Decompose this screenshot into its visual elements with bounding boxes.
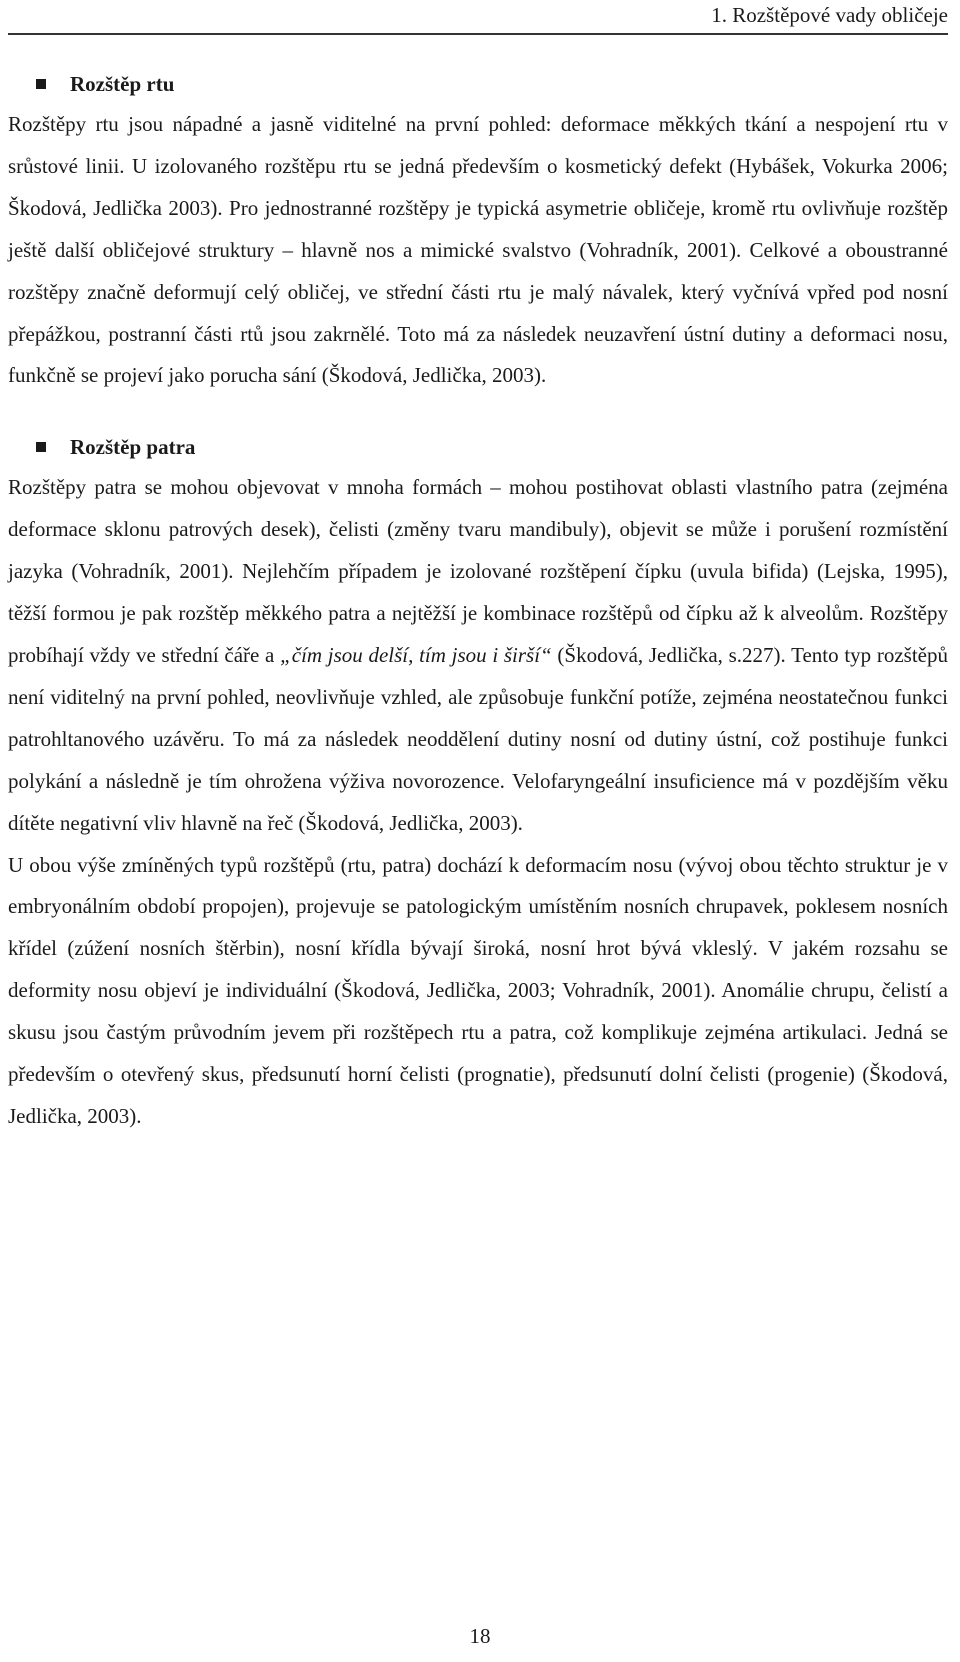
section-title-palate: Rozštěp patra [70,434,196,459]
paragraph-lip: Rozštěpy rtu jsou nápadné a jasně viditelné na první pohled: deformace měkkých tkání a nespojení rtu v srůstové linii. U izolovaného rozštěpu rtu se jedná především o kosmetický defekt (Hybášek, Vokurka 2006; Škodová, Jedlička 2003). Pro jednostranné rozštěpy je typická asymetrie obličeje, kromě rtu ovlivňuje rozštěp ještě další obličejové struktury – hlavně nos a mimické svalstvo (Vohradník, 2001). Celkové a oboustranné rozštěpy značně deformují celý obličej, ve střední části rtu je malý návalek, který vyčnívá vpřed pod nosní přepážkou, postranní části rtů jsou zakrnělé. Toto má za následek neuzavření ústní dutiny a deformaci nosu, funkčně se projeví jako porucha sání (Škodová, Jedlička, 2003). [8,112,948,388]
section-heading-palate [36,427,948,467]
section-gap [8,397,948,427]
quote-italic: „čím jsou delší, tím jsou i širší“ [280,642,552,667]
chapter-title: 1. Rozštěpové vady obličeje [711,3,948,27]
square-bullet-icon [36,442,46,452]
page-content [8,64,948,1138]
page-header [8,0,948,35]
page-number: 18 [469,1624,491,1648]
paragraph-palate [8,467,948,844]
section-heading-lip [36,64,948,104]
square-bullet-icon [36,79,46,89]
paragraph-both: U obou výše zmíněných typů rozštěpů (rtu, patra) dochází k deformacím nosu (vývoj obou těchto struktur je v embryonálním období propojen), projevuje se patologickým umístěním nosních chrupavek, poklesem nosních křídel (zúžení nosních štěrbin), nosní křídla bývají široká, nosní hrot bývá vkleslý. V jakém rozsahu se deformity nosu objeví je individuální (Škodová, Jedlička, 2003; Vohradník, 2001). Anomálie chrupu, čelistí a skusu jsou častým průvodním jevem při rozštěpech rtu a patra, což komplikuje zejména artikulaci. Jedná se především o otevřený skus, předsunutí horní čelisti (prognatie), předsunutí dolní čelisti (progenie) (Škodová, Jedlička, 2003). [8,852,948,1128]
paragraph-palate-start: Rozštěpy patra se mohou objevovat v mnoha formách – mohou postihovat oblasti vlastního patra (zejména deformace sklonu patrových desek), čelisti (změny tvaru mandibuly), objevit se může i porušení rozmístění jazyka (Vohradník, 2001). Nejlehčím případem je izolované rozštěpení čípku (uvula bifida) (Lejska, 1995), těžší formou je pak rozštěp měkkého patra a nejtěžší je kombinace rozštěpů od čípku až k alveolům. Rozštěpy probíhají vždy ve střední čáře a [8,475,948,667]
section-title-lip: Rozštěp rtu [70,71,175,96]
paragraph-palate-end: (Škodová, Jedlička, s.227). Tento typ rozštěpů není viditelný na první pohled, neovlivňuje vzhled, ale způsobuje funkční potíže, zejména neostatečnou funkci patrohltanového uzávěru. To má za následek neoddělení dutiny nosní od dutiny ústní, což postihuje funkci polykání a následně je tím ohrožena výživa novorozence. Velofaryngeální insuficience má v pozdějším věku dítěte negativní vliv hlavně na řeč (Škodová, Jedlička, 2003). [8,642,948,835]
